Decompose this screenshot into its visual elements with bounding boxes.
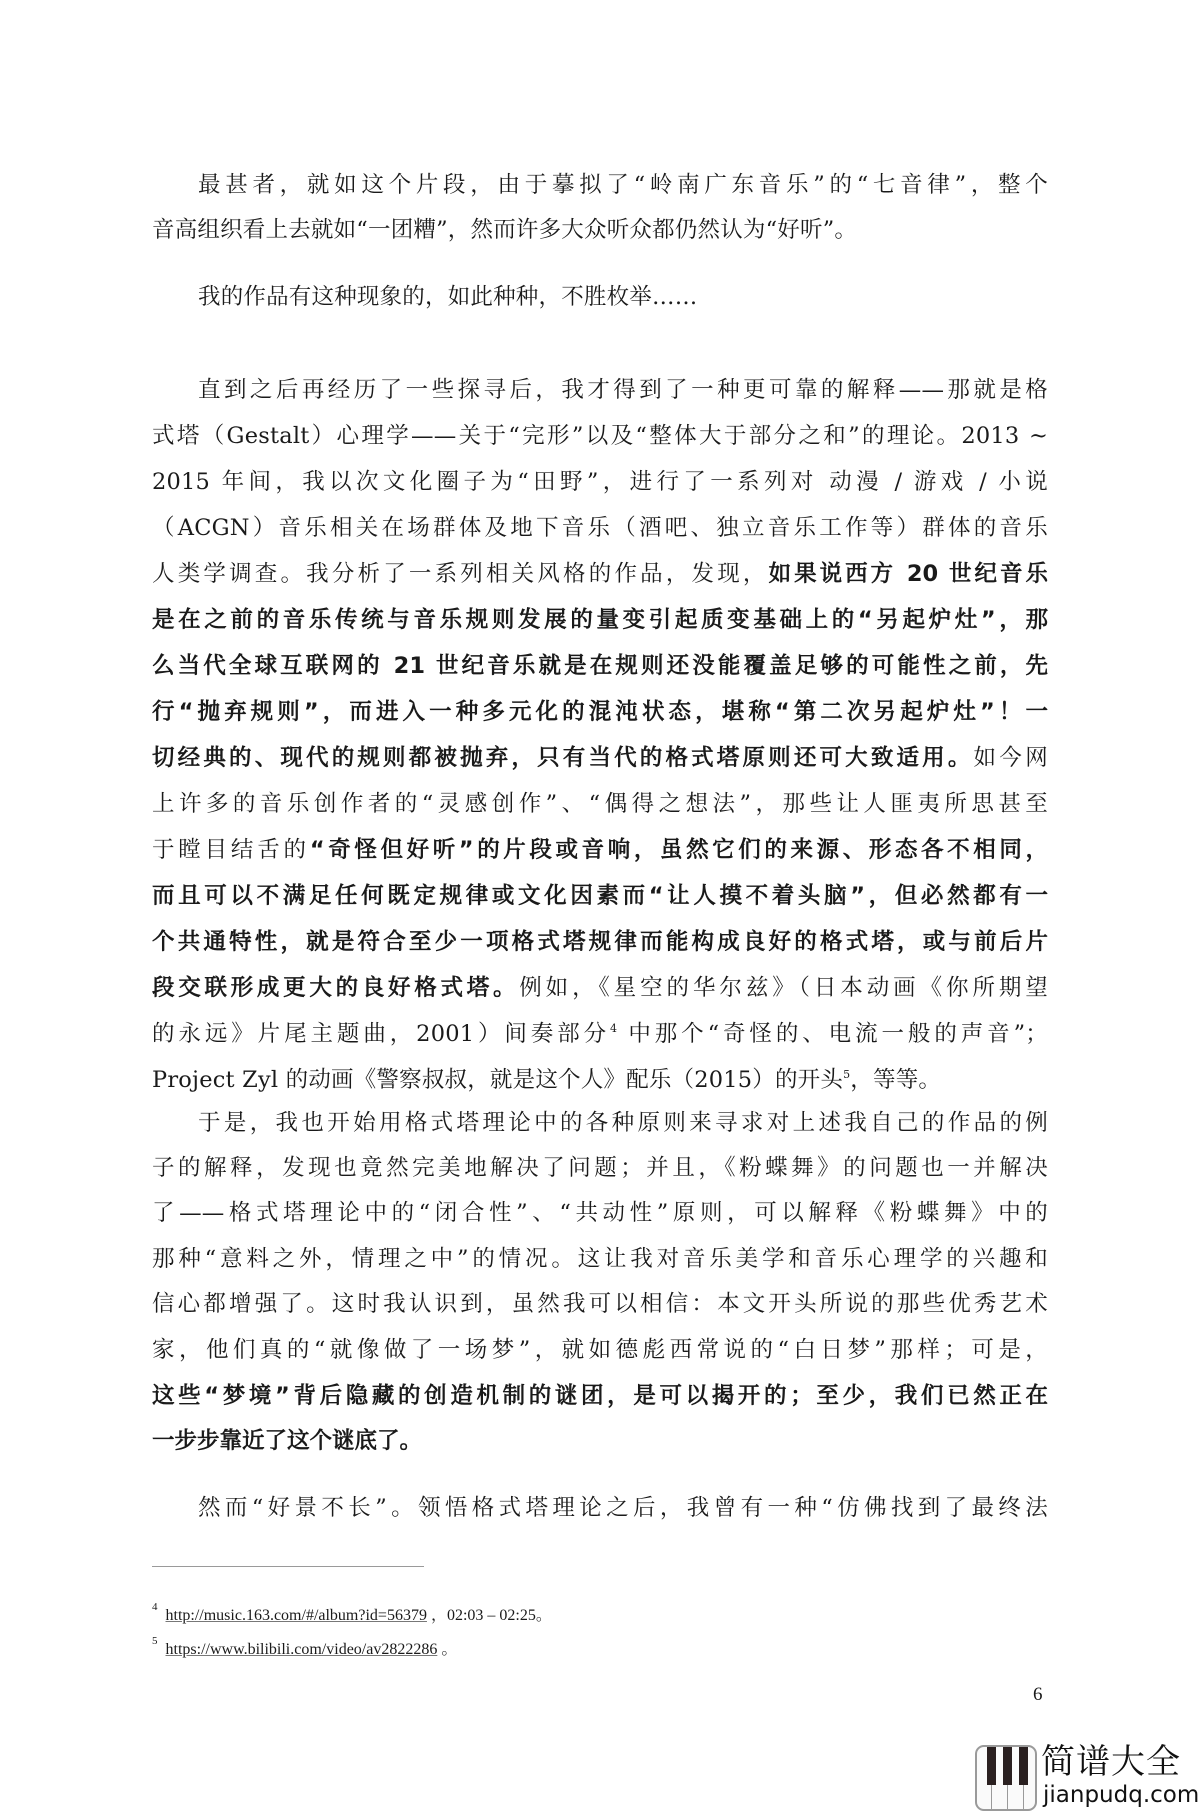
footnote-link[interactable]: https://www.bilibili.com/video/av2822286 [165, 1641, 438, 1658]
paragraph-4-line-3: 了——格式塔理论中的“闭合性”、“共动性”原则，可以解释《粉蝶舞》中的 [152, 1200, 1048, 1226]
paragraph-3-line-3: 2015 年间，我以次文化圈子为“田野”，进行了一系列对 动漫 / 游戏 / 小说 [152, 469, 1048, 495]
footnote-number: 4 [152, 1601, 158, 1613]
paragraph-3-line-1: 直到之后再经历了一些探寻后，我才得到了一种更可靠的解释——那就是格 [198, 377, 1048, 403]
watermark-title: 简谱大全 [1041, 1742, 1181, 1782]
footnote-link[interactable]: http://music.163.com/#/album?id=56379 [165, 1607, 427, 1624]
paragraph-3-line-14 [152, 973, 1048, 1003]
footnote-ref-5[interactable]: 5 [843, 1068, 851, 1081]
text-run: 如今网 [973, 745, 1048, 771]
paragraph-3-line-15 [152, 1019, 1048, 1049]
paragraph-3-line-6: 是在之前的音乐传统与音乐规则发展的量变引起质变基础上的“另起炉灶”，那 [152, 607, 1048, 633]
paragraph-4-line-6: 家，他们真的“就像做了一场梦”，就如德彪西常说的“白日梦”那样；可是， [152, 1337, 1048, 1363]
footnote-divider [152, 1566, 424, 1567]
paragraph-3-line-4: （ACGN）音乐相关在场群体及地下音乐（酒吧、独立音乐工作等）群体的音乐 [152, 515, 1048, 541]
paragraph-5-line-1: 然而“好景不长”。领悟格式塔理论之后，我曾有一种“仿佛找到了最终法 [198, 1495, 1048, 1521]
paragraph-3-line-7: 么当代全球互联网的 21 世纪音乐就是在规则还没能覆盖足够的可能性之前，先 [152, 653, 1048, 679]
bold-text-run: 段交联形成更大的良好格式塔。 [152, 975, 520, 1001]
paragraph-3-line-9 [152, 743, 1048, 773]
footnote-ref-4[interactable]: 4 [610, 1022, 618, 1035]
paragraph-3-line-16 [152, 1065, 1048, 1095]
bold-text-run: 切经典的、现代的规则都被抛弃，只有当代的格式塔原则还可大致适用。 [152, 745, 974, 771]
text-run: 人类学调查。我分析了一系列相关风格的作品，发现， [152, 561, 769, 587]
text-run: Project Zyl 的动画《警察叔叔，就是这个人》配乐（2015）的开头 [152, 1067, 844, 1093]
paragraph-3-line-11 [152, 835, 1048, 865]
footnote-suffix: 。 [437, 1641, 458, 1658]
paragraph-3-line-10: 上许多的音乐创作者的“灵感创作”、“偶得之想法”，那些让人匪夷所思甚至 [152, 791, 1048, 817]
paragraph-4-line-8: 一步步靠近了这个谜底了。 [152, 1428, 423, 1454]
text-run: ，等等。 [850, 1067, 942, 1093]
footnote-number: 5 [152, 1635, 158, 1647]
bold-text-run: “奇怪但好听”的片段或音响，虽然它们的来源、形态各不相同， [309, 837, 1048, 863]
footnote-4 [152, 1596, 552, 1627]
paragraph-3-line-13: 个共通特性，就是符合至少一项格式塔规律而能构成良好的格式塔，或与前后片 [152, 929, 1048, 955]
text-run: 的永远》片尾主题曲，2001）间奏部分 [152, 1021, 611, 1047]
page-number: 6 [1033, 1684, 1043, 1705]
text-run: 例如，《星空的华尔兹》（日本动画《你所期望 [519, 975, 1048, 1001]
paragraph-4-line-1: 于是，我也开始用格式塔理论中的各种原则来寻求对上述我自己的作品的例 [198, 1110, 1048, 1136]
paragraph-1-line-2: 音高组织看上去就如“一团糟”，然而许多大众听众都仍然认为“好听”。 [152, 217, 858, 243]
watermark-domain: jianpudq.com [1043, 1782, 1200, 1808]
paragraph-3-line-8: 行“抛弃规则”，而进入一种多元化的混沌状态，堪称“第二次另起炉灶”！一 [152, 699, 1048, 725]
text-run: 中那个“奇怪的、电流一般的声音”； [617, 1021, 1048, 1047]
paragraph-3-line-5 [152, 559, 1048, 589]
piano-keys-icon [975, 1745, 1037, 1811]
footnote-suffix: ，02:03 – 02:25。 [426, 1607, 552, 1624]
text-run: 于瞠目结舌的 [152, 837, 310, 863]
paragraph-2-line-1: 我的作品有这种现象的，如此种种，不胜枚举…… [198, 284, 698, 310]
footnote-5 [152, 1630, 457, 1661]
paragraph-4-line-2: 子的解释，发现也竟然完美地解决了问题；并且，《粉蝶舞》的问题也一并解决 [152, 1155, 1048, 1181]
paragraph-1-line-1: 最甚者，就如这个片段，由于摹拟了“岭南广东音乐”的“七音律”，整个 [198, 172, 1048, 198]
watermark-logo [975, 1742, 1200, 1815]
paragraph-3-line-2: 式塔（Gestalt）心理学——关于“完形”以及“整体大于部分之和”的理论。2013 ~ [152, 423, 1048, 449]
bold-text-run: 如果说西方 20 世纪音乐 [768, 561, 1048, 587]
paragraph-4-line-4: 那种“意料之外，情理之中”的情况。这让我对音乐美学和音乐心理学的兴趣和 [152, 1246, 1048, 1272]
paragraph-3-line-12: 而且可以不满足任何既定规律或文化因素而“让人摸不着头脑”，但必然都有一 [152, 883, 1048, 909]
paragraph-4-line-5: 信心都增强了。这时我认识到，虽然我可以相信：本文开头所说的那些优秀艺术 [152, 1291, 1048, 1317]
paragraph-4-line-7: 这些“梦境”背后隐藏的创造机制的谜团，是可以揭开的；至少，我们已然正在 [152, 1383, 1048, 1409]
